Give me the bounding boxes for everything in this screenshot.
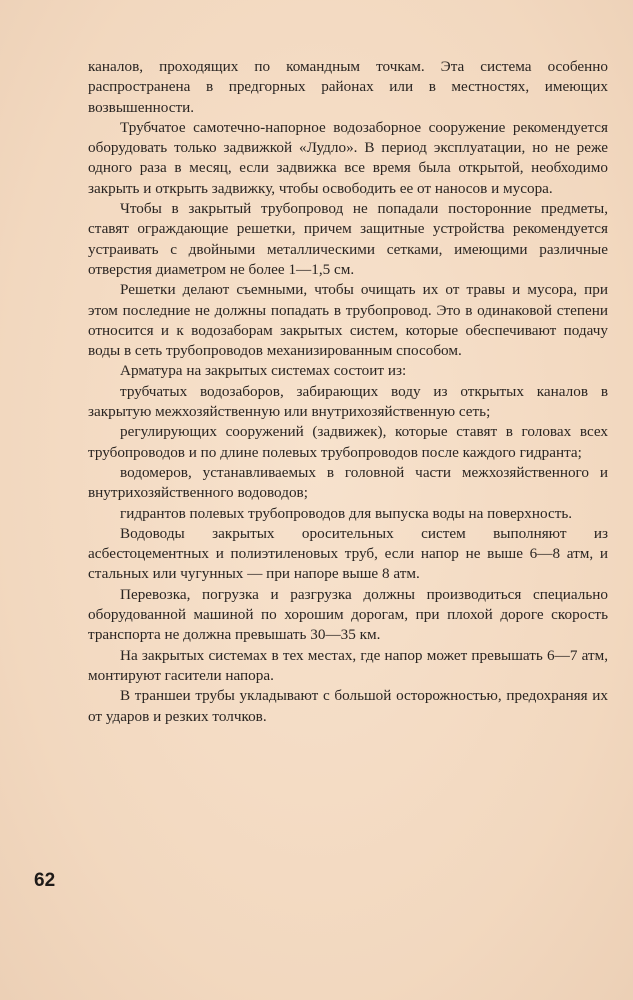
paragraph-4: Решетки делают съемными, чтобы очищать их от травы и мусора, при этом последние не должны попадать в трубопровод. Это в одинаковой степени относится и к водозаборам закрытых систем, которые обеспечивают подачу воды в сеть трубопроводов механизированным способом. [88,281,608,360]
page-number: 62 [34,870,56,891]
body-text [88,57,608,727]
list-item-2: регулирующих сооружений (задвижек), которые ставят в головах всех трубопроводов и по длине полевых трубопроводов после каждого гидранта; [88,423,608,461]
paragraph-9: В траншеи трубы укладывают с большой осторожностью, предохраняя их от ударов и резких толчков. [88,687,608,725]
paragraph-3: Чтобы в закрытый трубопровод не попадали посторонние предметы, ставят ограждающие решетки, причем защитные устройства рекомендуется устраивать с двойными металлическими сетками, имеющими различные отверстия диаметром не более 1—1,5 см. [88,200,608,278]
list-item-3: водомеров, устанавливаемых в головной части межхозяйственного и внутрихозяйственного водоводов; [88,463,608,502]
paragraph-8: На закрытых системах в тех местах, где напор может превышать 6—7 атм, монтируют гасители напора. [88,646,608,684]
paragraph-2: Трубчатое самотечно-напорное водозаборное сооружение рекомендуется оборудовать только задвижкой «Лудло». В период эксплуатации, но не реже одного раза в месяц, если задвижка все время была открытой, необходимо закрыть и открыть задвижку, чтобы освободить ее от наносов и мусора. [88,118,608,197]
paragraph-1: каналов, проходящих по командным точкам. Эта система особенно распространена в предгорных районах или в местностях, имеющих возвышенности. [88,58,608,116]
paragraph-6: Водоводы закрытых оросительных систем выполняют из асбестоцементных и полиэтиленовых труб, если напор не выше 6—8 атм, и стальных или чугунных — при напоре выше 8 атм. [88,524,608,583]
list-item-1: трубчатых водозаборов, забирающих воду из открытых каналов в закрытую межхозяйственную или внутрихозяйственную сеть; [88,382,608,421]
paragraph-7: Перевозка, погрузка и разгрузка должны производиться специально оборудованной машиной по хорошим дорогам, при плохой дороге скорость транспорта не должна превышать 30—35 км. [88,585,608,644]
list-item-4: гидрантов полевых трубопроводов для выпуска воды на поверхность. [120,504,573,522]
paragraph-5: Арматура на закрытых системах состоит из: [120,362,407,380]
